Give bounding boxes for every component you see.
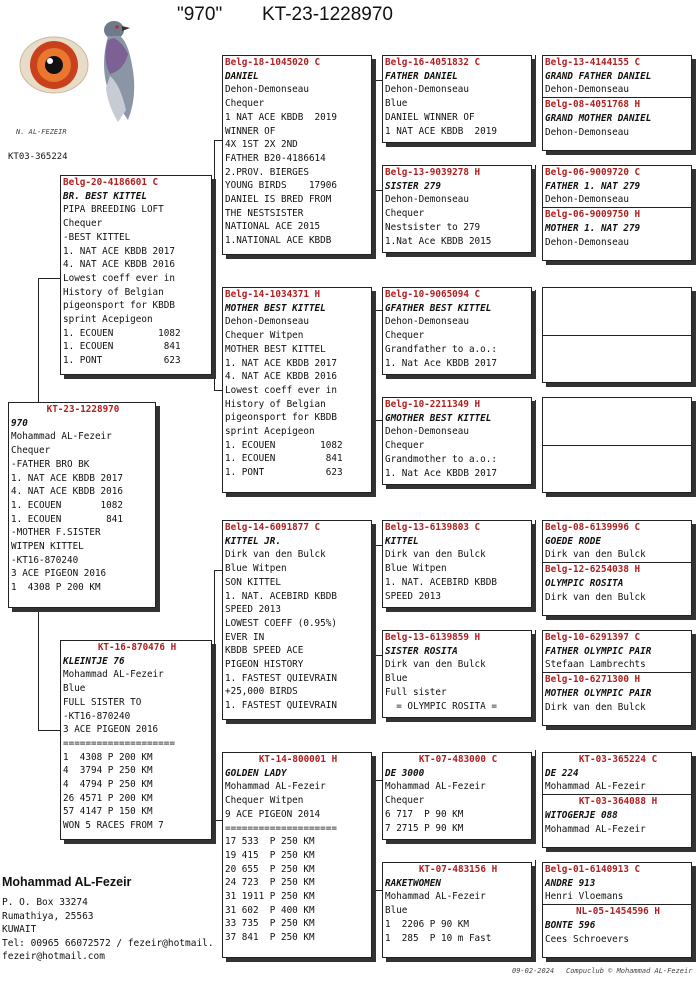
detail-line: 1. NAT. ACEBIRD KBDB: [225, 590, 337, 602]
detail-line: WON 5 RACES FROM 7: [63, 820, 164, 832]
detail-line: Mohammad AL-Fezeir: [385, 891, 486, 903]
detail-line: 1 4308 P 200 KM: [63, 751, 153, 763]
detail-line: Chequer: [225, 98, 265, 110]
detail-line: -KT16-870240: [11, 554, 79, 566]
pigeon-name: GRAND MOTHER DANIEL: [545, 112, 652, 124]
ring-number: Belg-13-9039278 H: [385, 167, 481, 178]
detail-line: 4 3794 P 250 KM: [63, 765, 153, 777]
detail-line: Dirk van den Bulck: [385, 549, 486, 561]
pigeon-name: DE 224: [545, 767, 579, 779]
detail-line: 1.NATIONAL ACE KBDB: [225, 235, 332, 247]
detail-line: WITPEN KITTEL: [11, 541, 84, 553]
address-line: Rumathiya, 25563: [2, 910, 94, 922]
pigeon-name: OLYMPIC ROSITA: [545, 577, 624, 589]
owner-contact-block: [2, 896, 220, 964]
pigeon-name: MOTHER BEST KITTEL: [225, 302, 326, 314]
detail-line: 7 2715 P 90 KM: [385, 822, 464, 834]
ring-number: KT-07-483156 H: [418, 864, 498, 875]
ancestor-card-g4: [382, 862, 532, 958]
detail-line: Chequer: [385, 330, 425, 342]
detail-line: 4. NAT ACE KBDB 2016: [225, 371, 337, 383]
pigeon-name: FATHER 1. NAT 279: [545, 180, 641, 192]
breeder-name: Henri Vloemans: [545, 891, 624, 903]
detail-line: Blue: [63, 683, 86, 695]
ancestor-pair-card-g5-empty: [542, 397, 692, 493]
detail-line: 33 735 P 250 KM: [225, 918, 315, 930]
detail-line: 1. NAT ACE KBDB 2017: [225, 357, 337, 369]
print-credit: Compuclub © Mohammad AL-Fezeir: [566, 967, 693, 975]
divider: [543, 335, 691, 336]
detail-line: NATIONAL ACE 2015: [225, 221, 321, 233]
breeder-name: Mohammad AL-Fezeir: [545, 823, 646, 835]
granddam-sire-side-card: [222, 287, 372, 493]
ancestor-card-g4: [382, 752, 532, 840]
pigeon-name: KLEINTJE 76: [63, 655, 125, 667]
ring-number: Belg-08-4051768 H: [545, 99, 641, 111]
detail-line: THE NESTSISTER: [225, 207, 304, 219]
detail-line: 1. Nat Ace KBDB 2017: [385, 357, 497, 369]
detail-line: Chequer Witpen: [225, 330, 304, 342]
pigeon-name: WITOGERJE 088: [545, 809, 618, 821]
email-line: fezeir@hotmail.com: [2, 951, 105, 962]
detail-line: History of Belgian: [63, 286, 164, 298]
breeder-name: Stefaan Lambrechts: [545, 659, 646, 671]
pigeon-name: BONTE 596: [545, 919, 596, 931]
detail-line: Chequer: [385, 208, 425, 220]
detail-line: 1. NAT ACE KBDB 2017: [11, 472, 123, 484]
detail-line: 3 ACE PIGEON 2016: [63, 724, 159, 736]
detail-line: 1 4308 P 200 KM: [11, 582, 101, 594]
detail-line: FATHER B20-4186614: [225, 152, 326, 164]
detail-line: Chequer: [11, 445, 51, 457]
detail-line: Dehon-Demonseau: [385, 84, 469, 96]
pigeon-name-heading: "970": [177, 4, 223, 25]
detail-line: 1. ECOUEN 1082: [225, 439, 343, 451]
pigeon-name: SISTER 279: [385, 180, 441, 192]
detail-line: Blue Witpen: [385, 563, 447, 575]
detail-line: 6 717 P 90 KM: [385, 808, 464, 820]
detail-line: 1. NAT ACE KBDB 2017: [63, 245, 175, 257]
granddam-dam-side-card: [222, 752, 372, 958]
detail-line: -KT16-870240: [63, 710, 131, 722]
detail-line: 37 841 P 250 KM: [225, 932, 315, 944]
pigeon-ring-heading: KT-23-1228970: [262, 4, 393, 25]
ring-number: Belg-12-6254038 H: [545, 564, 641, 576]
ancestor-card-g4: [382, 397, 532, 485]
ancestor-card-g4: [382, 630, 532, 718]
detail-line: Chequer: [385, 440, 425, 452]
pigeon-name: DANIEL: [225, 70, 259, 82]
detail-line: Lowest coeff ever in: [63, 272, 175, 284]
detail-line: 1. FASTEST QUIEVRAIN: [225, 700, 337, 712]
detail-line: 57 4147 P 150 KM: [63, 806, 153, 818]
detail-line: 1. ECOUEN 1082: [11, 499, 123, 511]
photo-caption: N. AL-FEZEIR: [16, 128, 67, 136]
detail-line: Dirk van den Bulck: [385, 659, 486, 671]
subject-card: [8, 402, 156, 608]
pigeon-icon: [104, 21, 134, 122]
ring-number: Belg-14-6091877 C: [225, 522, 321, 533]
ring-number: Belg-16-4051832 C: [385, 57, 481, 68]
detail-line: -MOTHER F.SISTER: [11, 527, 101, 539]
detail-line: Nestsister to 279: [385, 221, 481, 233]
address-line: KUWAIT: [2, 924, 37, 935]
detail-line: 1. ECOUEN 1082: [63, 327, 181, 339]
detail-line: -FATHER BRO BK: [11, 458, 90, 470]
ring-number: KT-14-800001 H: [258, 754, 338, 765]
ancestor-pair-card-g5: [542, 165, 692, 261]
detail-line: 1. PONT 623: [225, 467, 343, 479]
ancestor-pair-card-g5: [542, 520, 692, 616]
detail-line: 1 2206 P 90 KM: [385, 918, 469, 930]
detail-line: Blue Witpen: [225, 563, 287, 575]
ring-number: Belg-14-1034371 H: [225, 289, 321, 300]
detail-line: YOUNG BIRDS 17906: [225, 180, 337, 192]
detail-line: 19 415 P 250 KM: [225, 849, 315, 861]
ring-number: Belg-10-6271300 H: [545, 674, 641, 686]
ancestor-pair-card-g5: [542, 752, 692, 848]
detail-line: 1. ECOUEN 841: [225, 453, 343, 465]
detail-line: PIGEON HISTORY: [225, 659, 304, 671]
detail-line: ====================: [225, 822, 337, 834]
detail-line: = OLYMPIC ROSITA =: [385, 700, 497, 712]
pigeon-name: 970: [11, 417, 28, 429]
breeder-name: Dehon-Demonseau: [545, 194, 629, 206]
eye-icon: [20, 37, 88, 93]
ancestor-pair-card-g5-empty: [542, 287, 692, 383]
detail-line: Grandfather to a.o.:: [385, 343, 497, 355]
detail-line: PIPA BREEDING LOFT: [63, 204, 164, 216]
detail-line: DANIEL IS BRED FROM: [225, 194, 332, 206]
ancestor-card-g4: [382, 520, 532, 608]
breeder-name: Cees Schroevers: [545, 933, 629, 945]
detail-line: 31 1911 P 250 KM: [225, 891, 315, 903]
detail-line: 24 723 P 250 KM: [225, 877, 315, 889]
pigeon-name: MOTHER OLYMPIC PAIR: [545, 687, 652, 699]
detail-line: 1.Nat Ace KBDB 2015: [385, 235, 492, 247]
detail-line: 1. ECOUEN 841: [63, 341, 181, 353]
ring-number: Belg-01-6140913 C: [545, 864, 641, 875]
detail-line: SPEED 2013: [225, 604, 281, 616]
detail-line: Blue: [385, 98, 408, 110]
detail-line: Full sister: [385, 686, 447, 698]
detail-line: 20 655 P 250 KM: [225, 863, 315, 875]
pigeon-name: GMOTHER BEST KITTEL: [385, 412, 492, 424]
detail-line: Mohammad AL-Fezeir: [225, 781, 326, 793]
detail-line: Dehon-Demonseau: [225, 316, 309, 328]
detail-line: WINNER OF: [225, 125, 276, 137]
ring-number: Belg-20-4186601 C: [63, 177, 159, 188]
detail-line: 2.PROV. BIERGES: [225, 166, 309, 178]
pigeon-name: GOLDEN LADY: [225, 767, 287, 779]
ring-number: Belg-08-6139996 C: [545, 522, 641, 533]
detail-line: DANIEL WINNER OF: [385, 111, 475, 123]
detail-line: sprint Acepigeon: [63, 314, 153, 326]
detail-line: 9 ACE PIGEON 2014: [225, 808, 321, 820]
detail-line: SPEED 2013: [385, 590, 441, 602]
detail-line: KBDB SPEED ACE: [225, 645, 304, 657]
ring-number: Belg-13-6139803 C: [385, 522, 481, 533]
detail-line: SON KITTEL: [225, 576, 281, 588]
ring-number: Belg-10-6291397 C: [545, 632, 641, 643]
detail-line: 4. NAT ACE KBDB 2016: [11, 486, 123, 498]
ring-number: Belg-10-2211349 H: [385, 399, 481, 410]
detail-line: 4. NAT ACE KBDB 2016: [63, 259, 175, 271]
ring-number: Belg-13-6139859 H: [385, 632, 481, 643]
address-line: P. O. Box 33274: [2, 897, 88, 908]
dam-card: [60, 640, 212, 840]
pigeon-name: DE 3000: [385, 767, 425, 779]
detail-line: 3 ACE PIGEON 2016: [11, 568, 107, 580]
pigeon-name: FATHER DANIEL: [385, 70, 458, 82]
detail-line: Dehon-Demonseau: [385, 194, 469, 206]
grandsire-sire-side-card: [222, 55, 372, 255]
ring-number: KT-03-365224 C: [578, 754, 658, 765]
breeder-name: Dirk van den Bulck: [545, 591, 646, 603]
detail-line: 1 285 P 10 m Fast: [385, 932, 492, 944]
pigeon-photo: [10, 10, 140, 140]
detail-line: MOTHER BEST KITTEL: [225, 343, 326, 355]
divider: [543, 445, 691, 446]
breeder-name: Dehon-Demonseau: [545, 126, 629, 138]
pigeon-name: GRAND FATHER DANIEL: [545, 70, 652, 82]
pigeon-name: GFATHER BEST KITTEL: [385, 302, 492, 314]
ancestor-pair-card-g5: [542, 630, 692, 726]
breeder-name: Dehon-Demonseau: [545, 84, 629, 96]
ancestor-card-g4: [382, 287, 532, 375]
detail-line: Blue: [385, 905, 408, 917]
detail-line: +25,000 BIRDS: [225, 686, 298, 698]
detail-line: sprint Acepigeon: [225, 426, 315, 438]
ancestor-pair-card-g5: [542, 862, 692, 958]
detail-line: Chequer Witpen: [225, 795, 304, 807]
detail-line: 1 NAT ACE KBDB 2019: [385, 125, 497, 137]
ancestor-pair-card-g5: [542, 55, 692, 151]
pigeon-name: ANDRE 913: [545, 877, 596, 889]
detail-line: Dehon-Demonseau: [385, 316, 469, 328]
ancestor-card-g4: [382, 165, 532, 253]
detail-line: 1. NAT. ACEBIRD KBDB: [385, 576, 497, 588]
detail-line: Chequer: [385, 795, 425, 807]
detail-line: Dehon-Demonseau: [225, 84, 309, 96]
detail-line: Chequer: [63, 218, 103, 230]
pigeon-name: BR. BEST KITTEL: [63, 190, 147, 202]
breeder-name: Dirk van den Bulck: [545, 701, 646, 713]
ring-number: KT-03-364088 H: [578, 796, 658, 808]
ring-number: Belg-18-1045020 C: [225, 57, 321, 68]
detail-line: 1. FASTEST QUIEVRAIN: [225, 672, 337, 684]
detail-line: 1. PONT 623: [63, 355, 181, 367]
photo-ring-tag: KT03-365224: [8, 152, 68, 162]
detail-line: LOWEST COEFF (0.95%): [225, 617, 337, 629]
detail-line: 4X 1ST 2X 2ND: [225, 139, 298, 151]
contact-line: Tel: 00965 66072572 / fezeir@hotmail.: [2, 937, 214, 949]
detail-line: -BEST KITTEL: [63, 231, 131, 243]
breeder-name: Mohammad AL-Fezeir: [545, 781, 646, 793]
detail-line: 4 4794 P 250 KM: [63, 779, 153, 791]
ring-number: KT-16-870476 H: [97, 642, 177, 653]
detail-line: pigeonsport for KBDB: [63, 300, 175, 312]
breeder-name: Dehon-Demonseau: [545, 236, 629, 248]
ring-number: KT-07-483000 C: [418, 754, 498, 765]
breeder-name: Dirk van den Bulck: [545, 549, 646, 561]
ring-number: Belg-06-9009720 C: [545, 167, 641, 178]
detail-line: 26 4571 P 200 KM: [63, 792, 153, 804]
ring-number: Belg-13-4144155 C: [545, 57, 641, 68]
owner-name: Mohammad AL-Fezeir: [2, 875, 132, 889]
pigeon-name: GOEDE RODE: [545, 535, 601, 547]
detail-line: 1. Nat Ace KBDB 2017: [385, 467, 497, 479]
detail-line: Mohammad AL-Fezeir: [11, 431, 112, 443]
detail-line: 17 533 P 250 KM: [225, 836, 315, 848]
detail-line: pigeonsport for KBDB: [225, 412, 337, 424]
detail-line: 1. ECOUEN 841: [11, 513, 123, 525]
ring-number: Belg-10-9065094 C: [385, 289, 481, 300]
detail-line: Mohammad AL-Fezeir: [63, 669, 164, 681]
detail-line: Mohammad AL-Fezeir: [385, 781, 486, 793]
detail-line: Dehon-Demonseau: [385, 426, 469, 438]
sire-card: [60, 175, 212, 375]
detail-line: 31 602 P 400 KM: [225, 904, 315, 916]
detail-line: Blue: [385, 673, 408, 685]
pigeon-name: FATHER OLYMPIC PAIR: [545, 645, 652, 657]
pigeon-name: MOTHER 1. NAT 279: [545, 222, 641, 234]
ring-number: NL-05-1454596 H: [576, 906, 660, 918]
detail-line: ====================: [63, 737, 175, 749]
ancestor-card-g4: [382, 55, 532, 143]
pigeon-name: KITTEL: [385, 535, 419, 547]
detail-line: Lowest coeff ever in: [225, 384, 337, 396]
pigeon-name: KITTEL JR.: [225, 535, 281, 547]
detail-line: EVER IN: [225, 631, 265, 643]
pigeon-name: SISTER ROSITA: [385, 645, 458, 657]
detail-line: Grandmother to a.o.:: [385, 453, 497, 465]
detail-line: 1 NAT ACE KBDB 2019: [225, 111, 337, 123]
ring-number: Belg-06-9009750 H: [545, 209, 641, 221]
print-date: 09-02-2024: [512, 967, 555, 975]
detail-line: FULL SISTER TO: [63, 696, 142, 708]
grandsire-dam-side-card: [222, 520, 372, 720]
detail-line: Dirk van den Bulck: [225, 549, 326, 561]
detail-line: History of Belgian: [225, 398, 326, 410]
ring-number: KT-23-1228970: [46, 404, 120, 415]
pigeon-name: RAKETWOMEN: [385, 877, 441, 889]
